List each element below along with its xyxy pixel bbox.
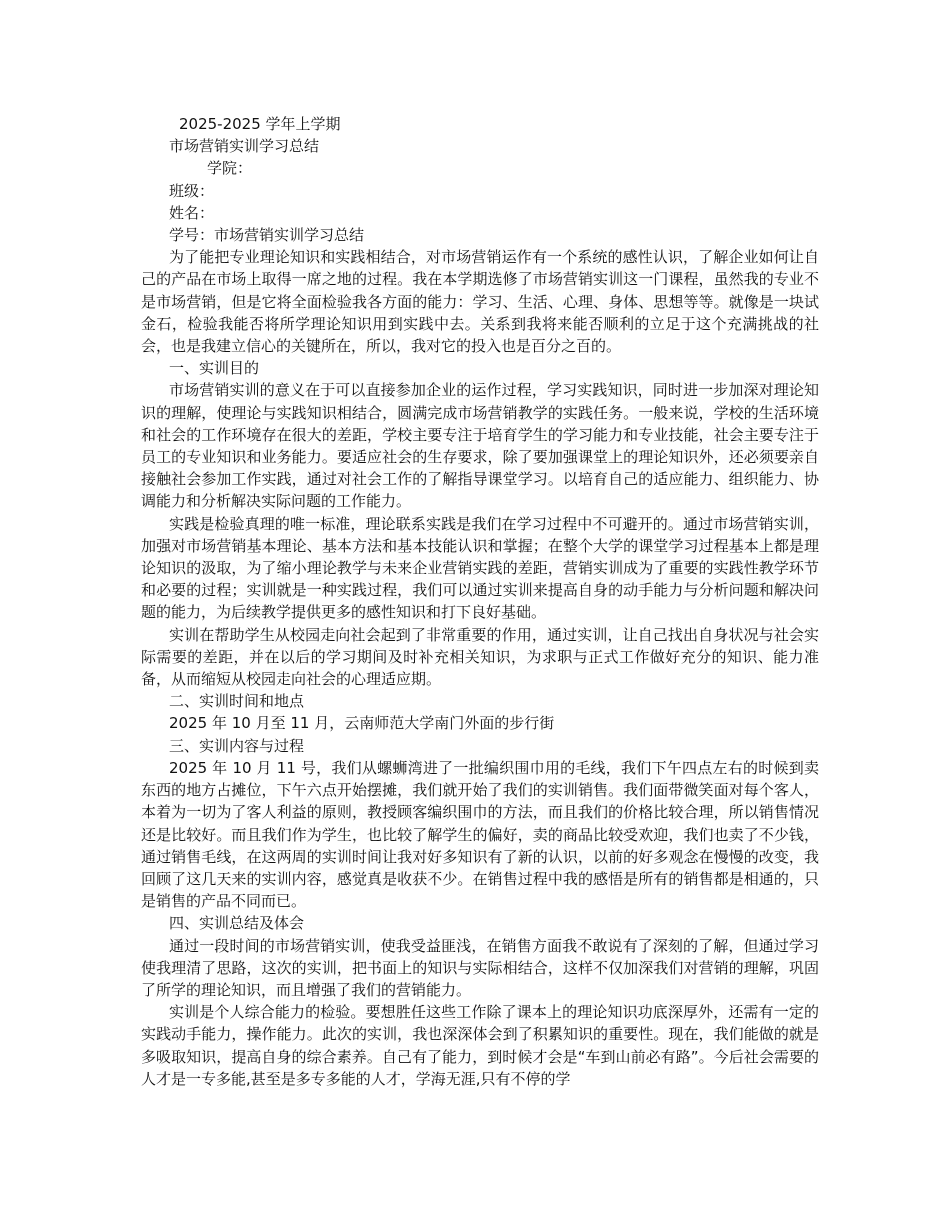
section-heading-content: 三、实训内容与过程 bbox=[169, 736, 305, 755]
intro-paragraph: 为了能把专业理论知识和实践相结合，对市场营销运作有一个系统的感性认识，了解企业如何让自己的产品在市场上取得一席之地的过程。我在本学期选修了市场营销实训这一门课程，虽然我的专业不是市场营销，但是它将全面检验我各方面的能力：学习、生活、心理、身体、思想等等。就像是一块试金石，检验我能否将所学理论知识用到实践中去。关系到我将来能否顺利的立足于这个充满挑战的社会，也是我建立信心的关键所在，所以，我对它的投入也是百分之百的。 bbox=[141, 248, 819, 356]
section-heading-summary: 四、实训总结及体会 bbox=[169, 914, 305, 933]
name-field: 姓名： bbox=[169, 203, 215, 222]
summary-paragraph-1: 通过一段时间的市场营销实训，使我受益匪浅，在销售方面我不敢说有了深刻的了解，但通过学习使我理清了思路，这次的实训，把书面上的知识与实际相结合，这样不仅加深我们对营销的理解，巩固了所学的理论知识，而且增强了我们的营销能力。 bbox=[141, 936, 819, 999]
document-body bbox=[141, 113, 819, 1090]
content-paragraph: 2025 年 10 月 11 号，我们从螺蛳湾进了一批编织围巾用的毛线，我们下午四点左右的时候到卖东西的地方占摊位，下午六点开始摆摊，我们就开始了我们的实训销售。我们面带微笑面对每个客人，本着为一切为了客人利益的原则，教授顾客编织围巾的方法，而且我们的价格比较合理，所以销售情况还是比较好。而且我们作为学生，也比较了解学生的偏好，卖的商品比较受欢迎，我们也卖了不少钱，通过销售毛线，在这两周的实训时间让我对好多知识有了新的认识，以前的好多观念在慢慢的改变，我回顾了这几天来的实训内容，感觉真是收获不少。在销售过程中我的感悟是所有的销售都是相通的，只是销售的产品不同而已。 bbox=[141, 758, 819, 911]
section-heading-time-place: 二、实训时间和地点 bbox=[169, 692, 305, 711]
purpose-paragraph-2: 实践是检验真理的唯一标准，理论联系实践是我们在学习过程中不可避开的。通过市场营销实训，加强对市场营销基本理论、基本方法和基本技能认识和掌握；在整个大学的课堂学习过程基本上都是理论知识的汲取，为了缩小理论教学与未来企业营销实践的差距，营销实训成为了重要的实践性教学环节和必要的过程；实训就是一种实践过程，我们可以通过实训来提高自身的动手能力与分析问题和解决问题的能力，为后续教学提供更多的感性知识和打下良好基础。 bbox=[141, 514, 819, 622]
summary-paragraph-2: 实训是个人综合能力的检验。要想胜任这些工作除了课本上的理论知识功底深厚外，还需有一定的实践动手能力，操作能力。此次的实训，我也深深体会到了积累知识的重要性。现在，我们能做的就是多吸取知识，提高自身的综合素养。自己有了能力，到时候才会是“车到山前必有路”。今后社会需要的人才是一专多能,甚至是多专多能的人才，学海无涯,只有不停的学 bbox=[141, 1003, 819, 1088]
time-place-paragraph: 2025 年 10 月至 11 月，云南师范大学南门外面的步行街 bbox=[169, 714, 555, 733]
purpose-paragraph-3: 实训在帮助学生从校园走向社会起到了非常重要的作用，通过实训，让自己找出自身状况与社会实际需要的差距，并在以后的学习期间及时补充相关知识，为求职与正式工作做好充分的知识、能力准备，从而缩短从校园走向社会的心理适应期。 bbox=[141, 625, 819, 689]
purpose-paragraph-1: 市场营销实训的意义在于可以直接参加企业的运作过程，学习实践知识，同时进一步加深对理论知识的理解，使理论与实践知识相结合，圆满完成市场营销教学的实践任务。一般来说，学校的生活环境和社会的工作环境存在很大的差距，学校主要专注于培育学生的学习能力和专业技能，社会主要专注于员工的专业知识和业务能力。要适应社会的生存要求，除了要加强课堂上的理论知识外，还必须要亲自接触社会参加工作实践，通过对社会工作的了解指导课堂学习。以培育自己的适应能力、组织能力、协调能力和分析解决实际问题的工作能力。 bbox=[141, 381, 819, 511]
term-heading: 2025-2025 学年上学期 bbox=[179, 115, 341, 133]
student-id-field: 学号：市场营销实训学习总结 bbox=[169, 226, 365, 245]
section-heading-purpose: 一、实训目的 bbox=[169, 359, 260, 378]
college-field: 学院： bbox=[207, 159, 253, 178]
class-field: 班级： bbox=[169, 181, 215, 200]
document-title: 市场营销实训学习总结 bbox=[169, 137, 320, 156]
